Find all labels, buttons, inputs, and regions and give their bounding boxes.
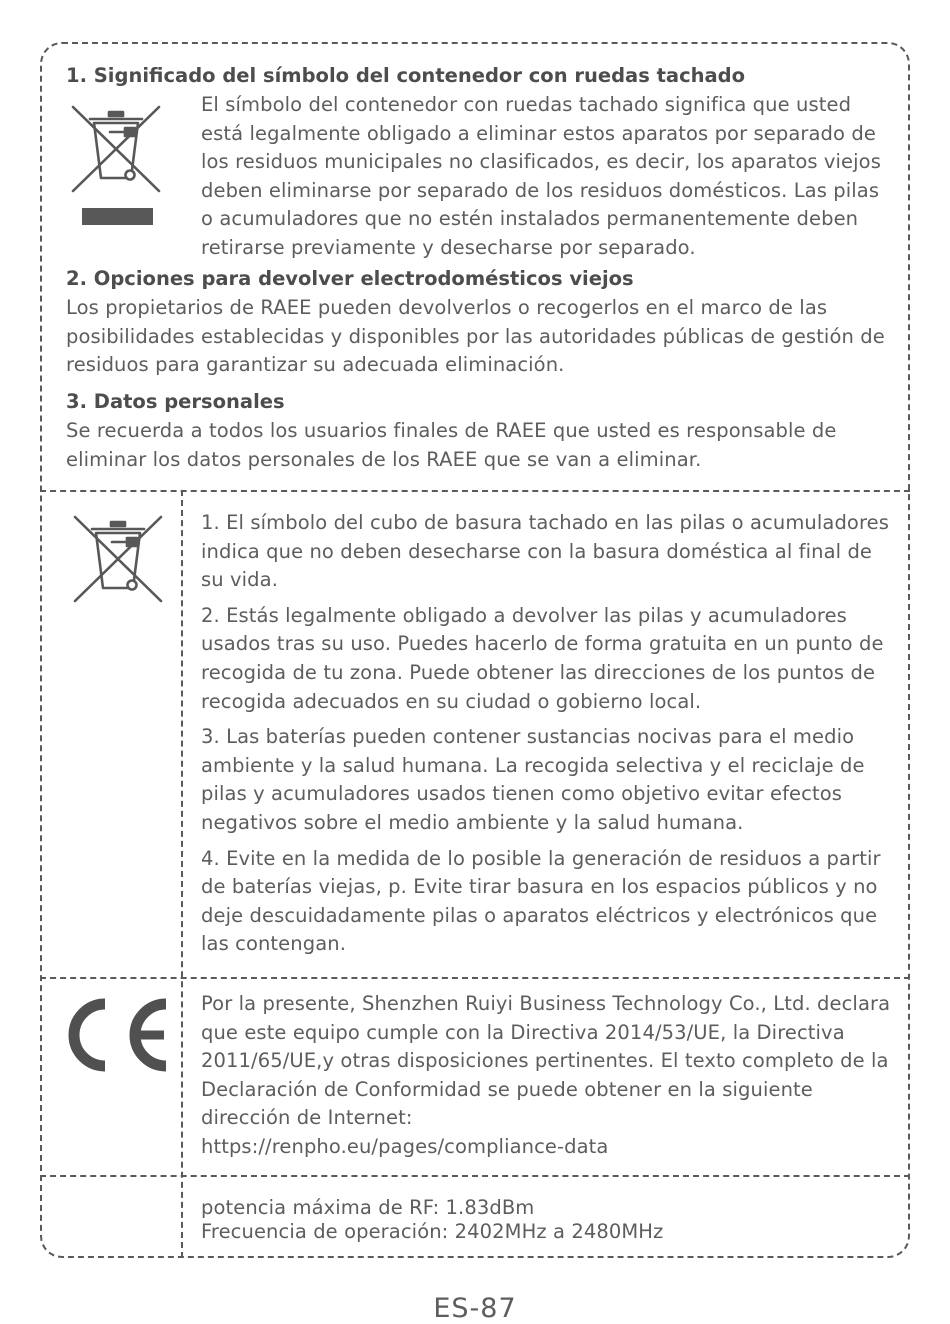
section3-body: Se recuerda a todos los usuarios finales de RAEE que usted es responsable de eliminar los datos personales de los RAEE que se van a eliminar. [66,419,837,471]
battery-paragraph-4: 4. Evite en la medida de lo posible la generación de residuos a partir de baterías viejas, p. Evite tirar basura en los espacios públicos y no deje descuidadamente pilas o aparatos eléctricos y electrónicos que las contengan. [201,846,881,956]
section2-body: Los propietarios de RAEE pueden devolverlos o recogerlos en el marco de las posibilidades establecidas y disponibles por las autoridades públicas de gestión de residuos para garantizar su adecuada eliminación. [66,296,885,377]
rf-frequency: Frecuencia de operación: 2402MHz a 2480MHz [201,1220,664,1243]
separate-collection-bar [82,208,153,225]
page-number: ES-87 [433,1293,517,1324]
crossed-bin-icon [68,102,164,196]
ce-mark-text: CE [60,995,62,996]
ce-declaration-text: Por la presente, Shenzhen Ruiyi Business Technology Co., Ltd. declara que este equipo cumple con la Directiva 2014/53/UE, la Directiva 2011/65/UE,y otras disposiciones pertinentes. El texto completo de la Declaración de Conformidad se puede obtener en la siguiente dirección de Internet: [201,992,891,1130]
divider-middle [40,977,910,979]
section2-title: 2. Opciones para devolver electrodomésticos viejos [66,267,634,290]
battery-info [201,509,896,959]
section1-title: 1. Significado del símbolo del contenedor con ruedas tachado [66,64,746,87]
ce-declaration [201,990,896,1162]
battery-paragraph-2: 2. Estás legalmente obligado a devolver las pilas y acumuladores usados tras su uso. Puedes hacerlo de forma gratuita en un punto de recogida de tu zona. Puede obtener las direcciones de los puntos de recogida adecuados en su ciudad o gobierno local. [201,603,884,713]
section1-body: El símbolo del contenedor con ruedas tachado significa que usted está legalmente obligado a eliminar estos aparatos por separado de los residuos municipales no clasificados, es decir, los aparatos viejos deben eliminarse por separado de los residuos domésticos. Las pilas o acumuladores que no estén instalados permanentemente deben retirarse previamente y desecharse por separado. [201,93,881,259]
ce-mark-icon [60,995,176,1075]
divider-top [40,490,910,492]
compliance-url: https://renpho.eu/pages/compliance-data [201,1134,609,1158]
section3-title: 3. Datos personales [66,390,285,413]
battery-crossed-bin-icon [70,512,166,606]
rf-power: potencia máxima de RF: 1.83dBm [201,1196,535,1219]
battery-paragraph-1: 1. El símbolo del cubo de basura tachado en las pilas o acumuladores indica que no deben desecharse con la basura doméstica al final de su vida. [201,511,889,592]
divider-bottom [40,1175,910,1177]
rf-info [201,1196,896,1244]
battery-paragraph-3: 3. Las baterías pueden contener sustancias nocivas para el medio ambiente y la salud humana. La recogida selectiva y el reciclaje de pilas y acumuladores usados tienen como objetivo evitar efectos negativos sobre el medio ambiente y la salud humana. [201,725,865,834]
column-divider [181,490,183,1258]
